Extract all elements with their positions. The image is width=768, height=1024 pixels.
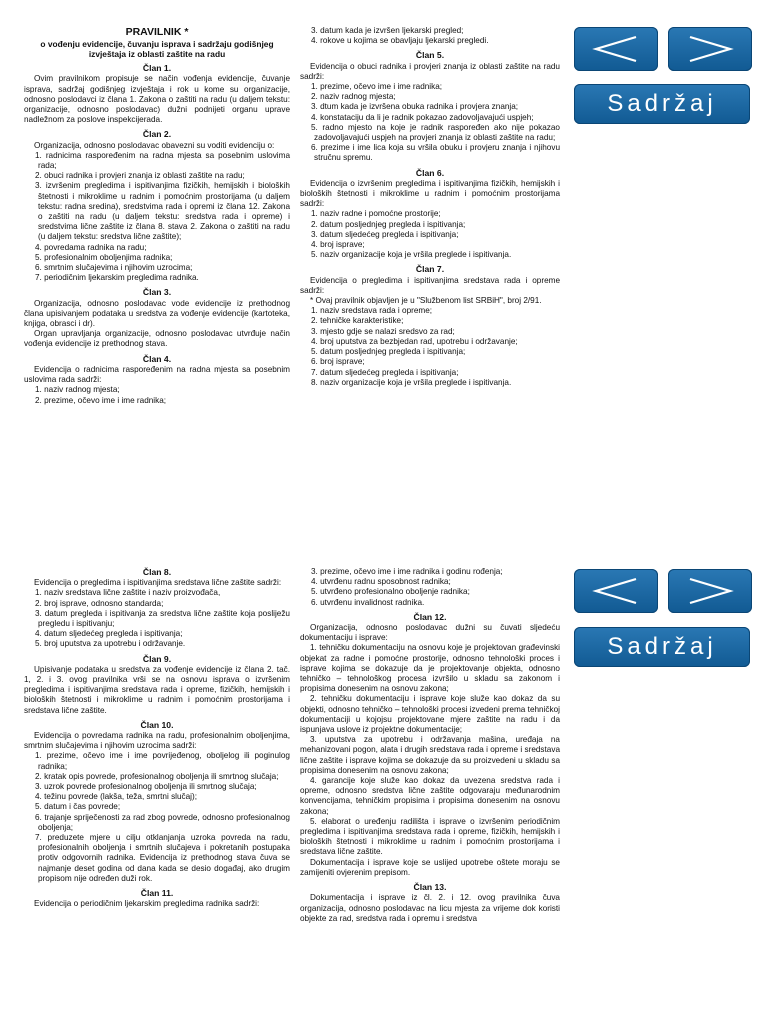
list-item: 6. smrtnim slučajevima i njihovim uzrocima; (35, 263, 193, 273)
paragraph: Evidencija o povredama radnika na radu, profesionalnim oboljenjima, smrtnim slučajevima i njihovim uzrocima sadrži: (24, 731, 290, 751)
list-item: 1. naziv radnog mjesta; (35, 385, 120, 395)
previous-page-button[interactable] (574, 569, 658, 613)
list-item: 7. datum sljedećeg pregleda i ispitivanja; (311, 367, 459, 377)
paragraph: Evidencija o periodičnim ljekarskim pregledima radnika sadrži: (34, 899, 260, 909)
list-item: 2. tehničku dokumentaciju i isprave koje služe kao dokaz da su objekti, odnosno tehničko – tehnološki procesi izvedeni prema tehničkoj dokumentaciji u kojojsu projektovane mjere zaštite na radu i da ispunjava uslove iz projektne dokumentacije; (300, 694, 560, 735)
next-page-button[interactable] (668, 27, 752, 71)
list-item: 2. obuci radnika i provjeri znanja iz oblasti zaštite na radu; (35, 171, 245, 181)
article-heading: Član 2. (142, 129, 172, 140)
list-item: 1. naziv radne i pomoćne prostorije; (311, 209, 441, 219)
list-item: 2. tehničke karakteristike; (311, 316, 404, 326)
list-item: 5. broj uputstva za upotrebu i održavanje. (35, 639, 186, 649)
list-item: 5. utvrđeno profesionalno oboljenje radnika; (311, 587, 470, 597)
paragraph: Dokumentacija i isprave koje se uslijed upotrebe oštete moraju se zamijeniti ovjerenim prepisom. (300, 857, 560, 877)
article-heading: Član 3. (142, 287, 172, 298)
list-item: 3. datum pregleda i ispitivanja za sredstva lične zaštite koja posliježu pregledu i ispitivanju; (35, 608, 290, 629)
previous-page-button[interactable] (574, 27, 658, 71)
list-item: 7. periodičnim ljekarskim pregledima radnika. (35, 273, 199, 283)
list-item: 1. naziv sredstava rada i opreme; (311, 306, 433, 316)
paragraph: Evidencija o izvršenim pregledima i ispitivanjima fizičkih, hemijskih i bioloških štetnosti i mikroklime u radnim i pomoćnim prostorijama sadrži: (300, 178, 560, 209)
list-item: 5. naziv organizacije koja je vršila preglede i ispitivanja. (311, 250, 512, 260)
paragraph: Dokumentacija i isprave iz čl. 2. i 12. ovog pravilnika čuva organizacija, odnosno poslodavac na licu mjesta za vrijeme dok koristi objekte za rad, sredstva rada i opremu i sredstva (300, 893, 560, 923)
list-item: 2. broj isprave, odnosno standarda; (35, 598, 164, 608)
paragraph: Organizacija, odnosno poslodavac dužni su čuvati sljedeću dokumentaciju i isprave: (300, 623, 560, 643)
chevron-right-icon (668, 569, 752, 613)
list-item: 3. uzrok povrede profesionalnog oboljenja ili smrtnog slučaja; (35, 782, 257, 792)
list-item: 2. naziv radnog mjesta; (311, 92, 396, 102)
list-item: 3. mjesto gdje se nalazi sredsvo za rad; (311, 326, 455, 336)
list-item: 1. tehničku dokumentaciju na osnovu koje je projektovan građevinski objekat za radne i pomoćne prostorije, odnosno tehnološki proces i isprave kojima se dokazuje da je projektovanje objekta, odnosno tehničko – tehnološkog procesa izvršilo u skladu sa zakonom i propisima donesenim na osnovu zakona; (300, 643, 560, 694)
article-heading: Član 10. (140, 719, 174, 730)
list-item: 5. radno mjesto na koje je radnik raspoređen ako nije pokazao zadovoljavajući uspjeh na provjeri znanja iz oblasti zaštite na radu; (311, 122, 560, 143)
list-item: 4. garancije koje služe kao dokaz da uvezena sredstva rada i opreme, odnosno sredstva lične zaštite odgovaraju međunarodnim konvencijama, tehničkim propisima i propisima donesenim na osnovu zakona; (300, 776, 560, 816)
list-item: 6. trajanje spriječenosti za rad zbog povrede, odnosno profesionalnog oboljenja; (35, 812, 290, 832)
list-item: 1. prezime, očevo ime i ime povrijeđenog, oboljelog ili poginulog radnika; (35, 751, 290, 771)
next-page-button[interactable] (668, 569, 752, 613)
paragraph: Upisivanje podataka u sredstva za vođenje evidencije iz člana 2. tač. 1, 2. i 3. ovog pravilnika vrši se na osnovu isprava o izvršenim pregledima i ispitivanjima sredstava rada i opreme, fizičkih, hemijskih i bioloških štetnosti i mikroklime u radnim i pomoćnim prostorijama i sredstava lične zaštite. (24, 664, 290, 715)
list-item: 2. datum posljednjeg pregleda i ispitivanja; (311, 219, 466, 229)
list-item: 5. elaborat o uređenju radilišta i isprave o izvršenim periodičnim pregledima i ispitivanjima sredstava rada i opreme, fizičkih, hemijskih i bioloških štetnosti i mikroklime u radnim i pomoćnim prostorijama i sredstava lične zaštite. (300, 816, 560, 857)
paragraph: Organizacija, odnosno poslodavac obavezni su voditi evidenciju o: (34, 140, 275, 150)
contents-button[interactable]: Sadržaj (574, 84, 750, 124)
left-column (24, 26, 290, 406)
list-item: 1. naziv sredstava lične zaštite i naziv proizvođača, (35, 588, 221, 598)
list-item: 7. preduzete mjere u cilju otklanjanja uzroka povreda na radu, profesionalnih oboljenja i smrtnih slučajeva i pokretanih postupaka protiv odgovornih radnika. Evidencija iz prethodnog stava čuva se najmanje deset godina od dana kada se desio događaj, ako drugim propisom nije određen duži rok. (35, 833, 290, 883)
chevron-left-icon (574, 27, 658, 71)
list-item: 4. broj isprave; (311, 240, 365, 250)
paragraph: Evidencija o pregledima i ispitivanjima sredstava lične zaštite sadrži: (34, 578, 282, 588)
article-heading: Član 9. (142, 653, 172, 664)
paragraph: Evidencija o pregledima i ispitivanjima sredstava rada i opreme sadrži: (300, 275, 560, 295)
list-item: 4. datum sljedećeg pregleda i ispitivanja; (35, 629, 183, 639)
list-item: 4. povredama radnika na radu; (35, 242, 147, 252)
list-item: 5. datum posljednjeg pregleda i ispitivanja; (311, 347, 466, 357)
article-heading: Član 6. (415, 167, 445, 178)
list-item: 2. prezime, očevo ime i ime radnika; (35, 395, 167, 405)
document-title: PRAVILNIK * (125, 26, 189, 38)
left-column (24, 567, 290, 910)
list-item: 4. utvrđenu radnu sposobnost radnika; (311, 577, 451, 587)
list-item: 5. profesionalnim oboljenjima radnika; (35, 252, 173, 262)
list-item: 3. uputstva za upotrebu i održavanja mašina, uređaja na mehanizovani pogon, alata i drugih sredstava rada i opreme i sredstava lične zaštite i isprave kojima se dokazuje da su proizvedeni u skladu sa propisima donesenim na osnovu zakona; (300, 735, 560, 775)
list-item: 4. broj uputstva za bezbjedan rad, upotrebu i održavanje; (311, 336, 518, 346)
list-item: 8. naziv organizacije koja je vršila preglede i ispitivanja. (311, 377, 512, 387)
list-item: 1. radnicima raspoređenim na radna mjesta sa posebnim uslovima rada; (35, 150, 290, 171)
list-item: 2. kratak opis povrede, profesionalnog oboljenja ili smrtnog slučaja; (35, 771, 279, 781)
article-heading: Član 1. (142, 63, 172, 74)
list-item: 3. datum sljedećeg pregleda i ispitivanja; (311, 229, 459, 239)
paragraph: Evidencija o radnicima raspoređenim na radna mjesta sa posebnim uslovima rada sadrži: (24, 364, 290, 385)
list-item: 4. težinu povrede (lakša, teža, smrtni slučaj); (35, 792, 197, 802)
article-heading: Član 5. (415, 50, 445, 61)
chevron-right-icon (668, 27, 752, 71)
article-heading: Član 12. (413, 611, 447, 622)
list-item: 5. datum i čas povrede; (35, 802, 121, 812)
right-column (300, 26, 560, 388)
document-page-2 (0, 535, 768, 1024)
list-item: 6. utvrđenu invalidnost radnika. (311, 597, 425, 607)
paragraph: Organ upravljanja organizacije, odnosno poslodavac utvrđuje način vođenja evidencije iz prethodnog stava. (24, 329, 290, 349)
article-heading: Član 11. (140, 888, 174, 899)
paragraph: Ovim pravilnikom propisuje se način vođenja evidencije, čuvanje isprava, sadržaj godišnjeg izvještaja i rok u kome su organizacije, odnosno poslodavci iz člana 1. Zakona o zaštiti na radu (u daljem tekstu: organizacije, odnosno poslodavac) dužni podnijeti organu uprave nadležnom za poslove inspekcijerada. (24, 74, 290, 125)
contents-button[interactable]: Sadržaj (574, 627, 750, 667)
article-heading: Član 8. (142, 567, 172, 577)
document-subtitle: o vođenju evidencije, čuvanju isprava i sadržaju godišnjeg izvještaja iz oblasti zaštite na radu (40, 39, 274, 60)
list-item: 1. prezime, očevo ime i ime radnika; (311, 82, 443, 92)
right-column (300, 567, 560, 924)
footnote: * Ovaj pravilnik objavljen je u "Službenom list SRBiH", broj 2/91. (310, 296, 542, 306)
list-item: 3. dtum kada je izvršena obuka radnika i provjera znanja; (311, 102, 519, 112)
list-item: 3. izvršenim pregledima i ispitivanjima fizičkih, hemijskih i bioloških štetnosti i mikroklime u radnim i pomoćnim prostorijama (u daljem tekstu: radna sredina), sredstvima rada i opremi iz člana 12. Zakona o zaštiti na radu (u daljem tekstu: sredstva rada i opreme) i sredstvima lične zaštite iz člana 8. stava 2. Zakona o zaštiti na radu (u daljem tekstu: sredstva lične zaštite); (35, 181, 290, 242)
article-heading: Član 4. (142, 353, 172, 364)
article-heading: Član 13. (413, 882, 447, 893)
paragraph: Organizacija, odnosno poslodavac vode evidencije iz prethodnog člana upisivanjem podataka u sredstva za vođenje evidencije (kartoteka, knjiga, obrasci i dr). (24, 298, 290, 329)
list-item: 3. datum kada je izvršen ljekarski pregled; (311, 26, 464, 35)
chevron-left-icon (574, 569, 658, 613)
list-item: 4. konstataciju da li je radnik pokazao zadovoljavajući uspjeh; (311, 112, 534, 122)
list-item: 3. prezime, očevo ime i ime radnika i godinu rođenja; (311, 567, 503, 576)
list-item: 6. broj isprave; (311, 357, 365, 367)
list-item: 6. prezime i ime lica koja su vršila obuku i provjeru znanja i njihovu stručnu spremu. (311, 143, 560, 163)
paragraph: Evidencija o obuci radnika i provjeri znanja iz oblasti zaštite na radu sadrži: (300, 61, 560, 81)
list-item: 4. rokove u kojima se obavljaju ljekarski pregledi. (311, 36, 489, 46)
article-heading: Član 7. (415, 264, 445, 275)
